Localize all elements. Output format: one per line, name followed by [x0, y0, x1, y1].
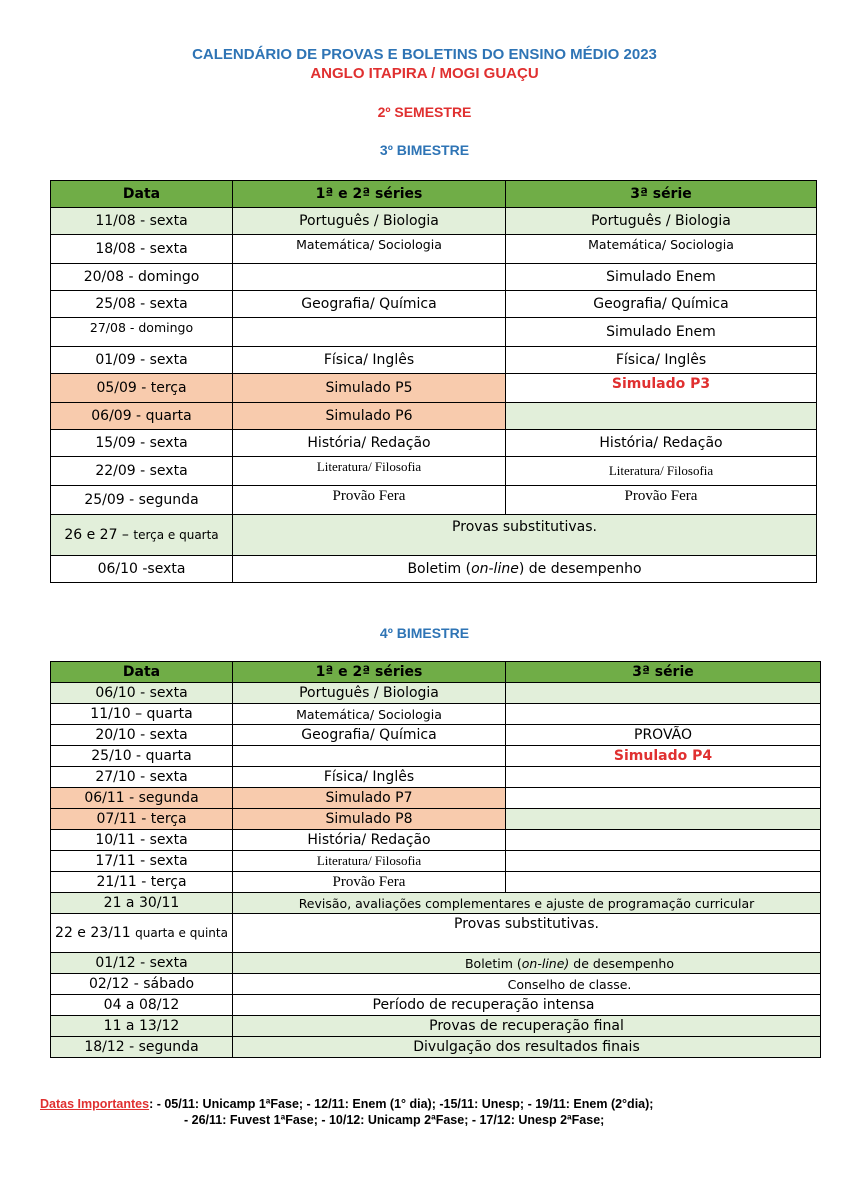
table-row [51, 264, 817, 291]
row-date: 20/10 - sexta [51, 725, 233, 746]
row-date: 02/12 - sábado [51, 974, 233, 995]
school-name: ANGLO ITAPIRA / MOGI GUAÇU [310, 65, 539, 82]
table-row-boletim [51, 556, 817, 583]
row-series-1-2: Geografia/ Química [233, 291, 506, 318]
row-series-3 [506, 403, 817, 430]
row-provas-recuperacao: Provas de recuperação final [233, 1016, 821, 1037]
row-series-3: Provão Fera [506, 486, 817, 515]
row-date: 06/11 - segunda [51, 788, 233, 809]
row-series-3 [506, 830, 821, 851]
row-series-1-2: Literatura/ Filosofia [233, 457, 506, 486]
row-revisao: Revisão, avaliações complementares e ajuste de programação curricular [233, 893, 821, 914]
row-date: 21 a 30/11 [51, 893, 233, 914]
table-row [51, 851, 821, 872]
row-provas-substitutivas: Provas substitutivas. [233, 914, 821, 953]
row-date: 18/08 - sexta [51, 235, 233, 264]
row-series-1-2: Provão Fera [233, 486, 506, 515]
row-series-3: Simulado Enem [506, 264, 817, 291]
bimester-4-title: 4º BIMESTRE [379, 625, 470, 641]
page-title: CALENDÁRIO DE PROVAS E BOLETINS DO ENSINO MÉDIO 2023 [192, 46, 657, 63]
header-series-3: 3ª série [506, 181, 817, 208]
row-date: 22 e 23/11 quarta e quinta [51, 914, 233, 953]
header-series-3: 3ª série [506, 662, 821, 683]
row-date: 05/09 - terça [51, 374, 233, 403]
table-row [51, 725, 821, 746]
table-header-row [51, 181, 817, 208]
row-series-1-2 [233, 318, 506, 347]
header-date: Data [51, 181, 233, 208]
row-date: 27/08 - domingo [51, 318, 233, 347]
row-date: 20/08 - domingo [51, 264, 233, 291]
table-row-substitutivas [51, 914, 821, 953]
table-row [51, 809, 821, 830]
row-series-1-2: Geografia/ Química [233, 725, 506, 746]
row-series-1-2: Literatura/ Filosofia [233, 851, 506, 872]
table-row-revisao [51, 893, 821, 914]
bimester-4-table [50, 661, 821, 1058]
row-series-3: PROVÃO [506, 725, 821, 746]
table-row [51, 318, 817, 347]
table-row [51, 347, 817, 374]
row-date: 27/10 - sexta [51, 767, 233, 788]
row-series-3: Geografia/ Química [506, 291, 817, 318]
row-series-1-2: Simulado P8 [233, 809, 506, 830]
row-series-3: Matemática/ Sociologia [506, 235, 817, 264]
bimester-3-table [50, 180, 817, 583]
row-series-3: Física/ Inglês [506, 347, 817, 374]
table-row [51, 746, 821, 767]
table-row [51, 788, 821, 809]
row-series-3: Simulado P3 [506, 374, 817, 403]
table-row-recuperacao [51, 995, 821, 1016]
row-date: 06/10 - sexta [51, 683, 233, 704]
row-series-1-2: Simulado P6 [233, 403, 506, 430]
row-series-1-2: História/ Redação [233, 430, 506, 457]
row-series-1-2: Física/ Inglês [233, 767, 506, 788]
table-row [51, 235, 817, 264]
row-date: 15/09 - sexta [51, 430, 233, 457]
row-date: 11/10 – quarta [51, 704, 233, 725]
table-row [51, 457, 817, 486]
row-series-3 [506, 704, 821, 725]
table-row [51, 486, 817, 515]
row-series-1-2: Português / Biologia [233, 683, 506, 704]
row-series-3: Simulado Enem [506, 318, 817, 347]
row-recuperacao: Período de recuperação intensa [233, 995, 821, 1016]
row-series-1-2: Português / Biologia [233, 208, 506, 235]
table-row-provas-recuperacao [51, 1016, 821, 1037]
row-date: 01/09 - sexta [51, 347, 233, 374]
row-series-1-2: Matemática/ Sociologia [233, 235, 506, 264]
row-date: 18/12 - segunda [51, 1037, 233, 1058]
table-row-substitutivas [51, 515, 817, 556]
important-dates-line-1: Datas Importantes: - 05/11: Unicamp 1ªFase; - 12/11: Enem (1° dia); -15/11: Unesp; - 19/11: Enem (2°dia); [40, 1097, 654, 1111]
row-boletim: Boletim (on-line) de desempenho [233, 953, 821, 974]
row-series-3: Simulado P4 [506, 746, 821, 767]
row-date: 11 a 13/12 [51, 1016, 233, 1037]
row-date: 25/10 - quarta [51, 746, 233, 767]
row-series-1-2: Matemática/ Sociologia [233, 704, 506, 725]
row-series-3 [506, 809, 821, 830]
row-series-1-2: Simulado P5 [233, 374, 506, 403]
bimester-3-title: 3º BIMESTRE [379, 142, 470, 158]
table-row [51, 403, 817, 430]
row-date: 01/12 - sexta [51, 953, 233, 974]
row-date: 07/11 - terça [51, 809, 233, 830]
row-date: 10/11 - sexta [51, 830, 233, 851]
row-conselho: Conselho de classe. [233, 974, 821, 995]
row-series-1-2: Física/ Inglês [233, 347, 506, 374]
table-row-boletim [51, 953, 821, 974]
table-row [51, 704, 821, 725]
row-date: 25/09 - segunda [51, 486, 233, 515]
row-series-3: História/ Redação [506, 430, 817, 457]
table-row [51, 767, 821, 788]
row-date: 17/11 - sexta [51, 851, 233, 872]
row-divulgacao: Divulgação dos resultados finais [233, 1037, 821, 1058]
row-series-1-2 [233, 746, 506, 767]
row-provas-substitutivas: Provas substitutivas. [233, 515, 817, 556]
semester-title: 2º SEMESTRE [377, 104, 472, 120]
row-series-1-2 [233, 264, 506, 291]
row-date: 11/08 - sexta [51, 208, 233, 235]
table-row [51, 683, 821, 704]
table-row [51, 374, 817, 403]
row-date: 06/10 -sexta [51, 556, 233, 583]
row-date: 21/11 - terça [51, 872, 233, 893]
table-row [51, 430, 817, 457]
row-date: 04 a 08/12 [51, 995, 233, 1016]
row-boletim: Boletim (on-line) de desempenho [233, 556, 817, 583]
row-series-1-2: Provão Fera [233, 872, 506, 893]
row-series-3 [506, 851, 821, 872]
row-date: 25/08 - sexta [51, 291, 233, 318]
table-row-divulgacao [51, 1037, 821, 1058]
row-series-3 [506, 683, 821, 704]
header-series-1-2: 1ª e 2ª séries [233, 662, 506, 683]
header-date: Data [51, 662, 233, 683]
important-dates-label: Datas Importantes [40, 1097, 150, 1111]
header-series-1-2: 1ª e 2ª séries [233, 181, 506, 208]
table-header-row [51, 662, 821, 683]
row-series-1-2: História/ Redação [233, 830, 506, 851]
row-series-3 [506, 788, 821, 809]
row-series-3 [506, 872, 821, 893]
table-row [51, 208, 817, 235]
row-series-3 [506, 767, 821, 788]
important-dates-line-2: - 26/11: Fuvest 1ªFase; - 10/12: Unicamp 2ªFase; - 17/12: Unesp 2ªFase; [184, 1113, 605, 1127]
table-row-conselho [51, 974, 821, 995]
row-series-3: Português / Biologia [506, 208, 817, 235]
row-date: 26 e 27 – terça e quarta [51, 515, 233, 556]
table-row [51, 872, 821, 893]
row-series-1-2: Simulado P7 [233, 788, 506, 809]
row-date: 06/09 - quarta [51, 403, 233, 430]
table-row [51, 830, 821, 851]
row-date: 22/09 - sexta [51, 457, 233, 486]
table-row [51, 291, 817, 318]
row-series-3: Literatura/ Filosofia [506, 457, 817, 486]
